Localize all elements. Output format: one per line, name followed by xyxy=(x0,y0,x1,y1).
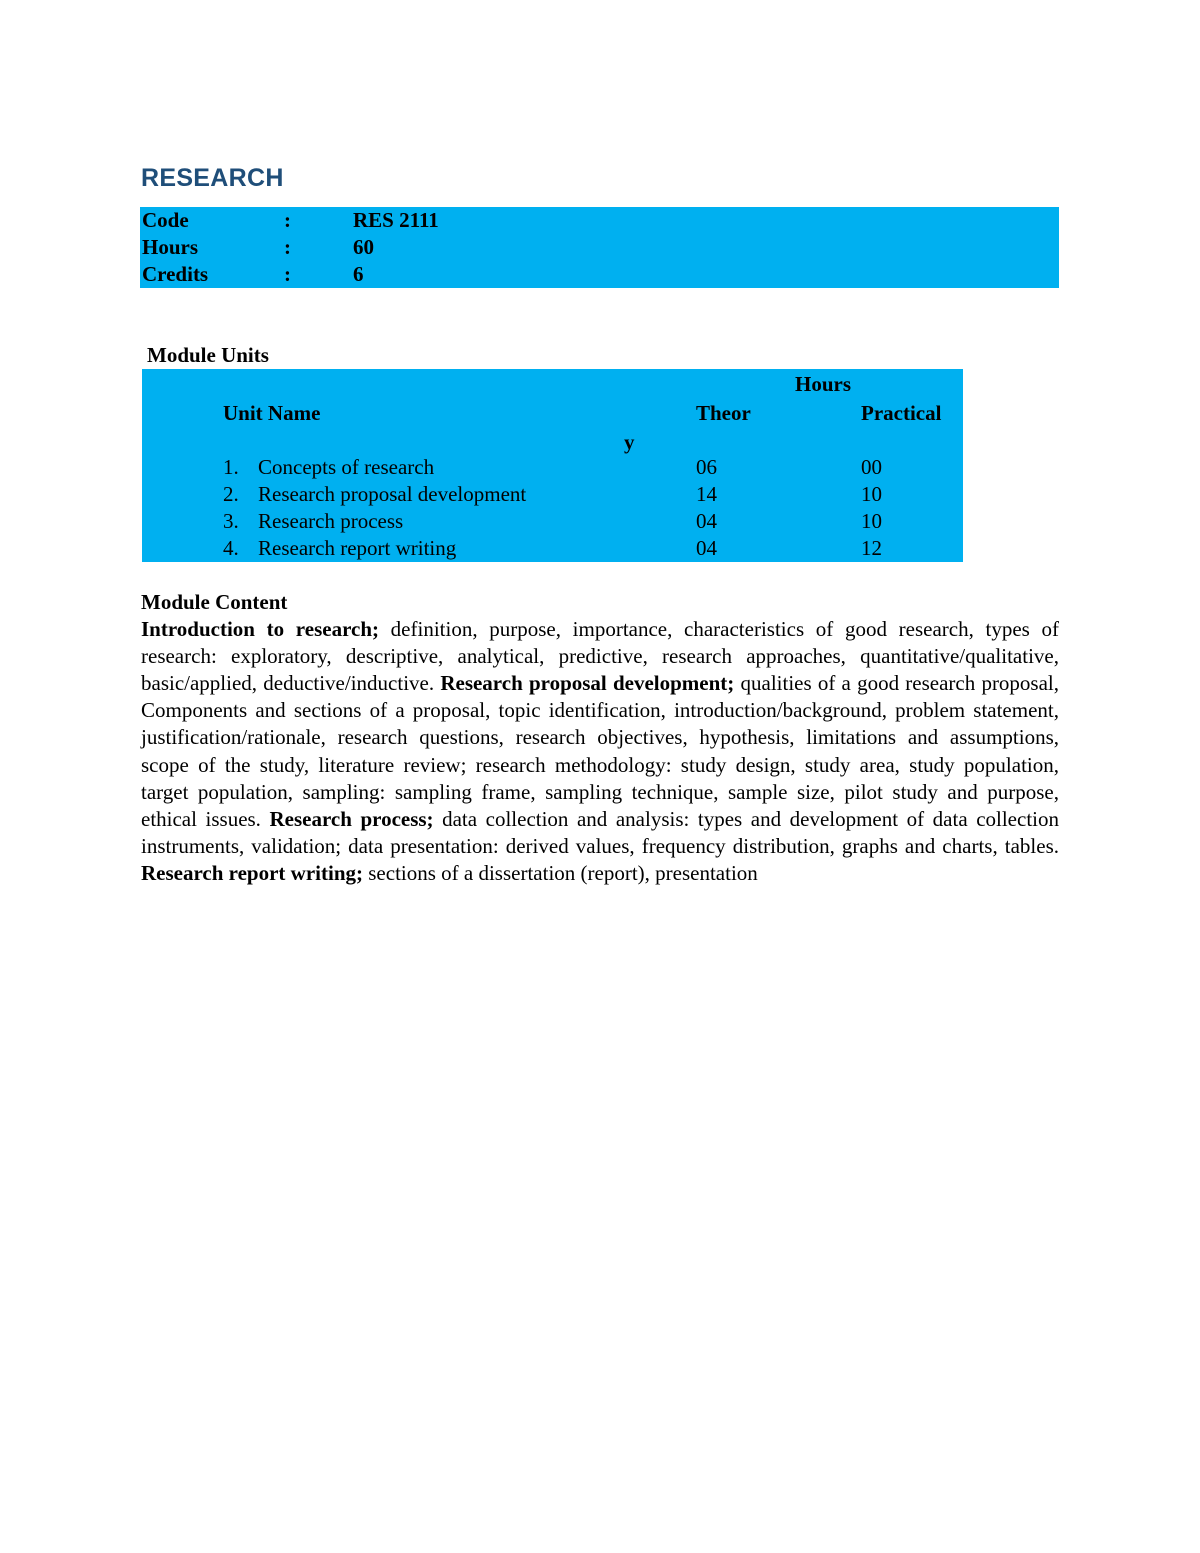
topic-heading: Introduction to research; xyxy=(141,617,379,642)
unit-theory-hours: 04 xyxy=(696,509,717,533)
topic-heading: Research report writing; xyxy=(141,860,363,885)
module-content-paragraph xyxy=(141,616,1059,887)
info-value: RES 2111 xyxy=(353,208,439,232)
unit-practical-hours: 00 xyxy=(861,455,882,479)
hours-header: Hours xyxy=(795,372,852,396)
module-content-heading: Module Content xyxy=(141,590,288,614)
unit-number: 1. xyxy=(223,455,239,479)
theory-header-wrap: y xyxy=(624,430,635,454)
unit-theory-hours: 06 xyxy=(696,455,717,479)
topic-heading: Research proposal development; xyxy=(440,671,735,696)
document-title: RESEARCH xyxy=(141,164,284,192)
unit-name: Concepts of research xyxy=(258,455,435,479)
unit-practical-hours: 10 xyxy=(861,482,882,506)
info-key: Hours xyxy=(142,235,199,259)
unit-theory-hours: 14 xyxy=(696,482,717,506)
info-key: Code xyxy=(142,208,189,232)
unit-name: Research process xyxy=(258,509,404,533)
module-units-table xyxy=(142,369,963,562)
theory-header: Theor xyxy=(696,401,751,425)
unit-name: Research proposal development xyxy=(258,482,527,506)
unit-practical-hours: 10 xyxy=(861,509,882,533)
unit-practical-hours: 12 xyxy=(861,536,882,560)
practical-header: Practical xyxy=(861,401,942,425)
module-units-label: Module Units xyxy=(147,343,269,367)
course-info-box xyxy=(140,207,1059,288)
info-separator: : xyxy=(284,262,291,286)
info-value: 6 xyxy=(353,262,364,286)
topic-description: sections of a dissertation (report), presentation xyxy=(363,860,758,885)
unit-name-header: Unit Name xyxy=(223,401,321,425)
topic-description: qualities of a good research proposal, Components and sections of a proposal, topic identification, introduction/background, problem statement, justification/rationale, research questions, research objectives, hypothesis, limitations and assumptions, scope of the study, literature review; research methodology: study design, study area, study population, target population, sampling: sampling frame, sampling technique, sample size, pilot study and purpose, ethical issues. xyxy=(141,671,1060,831)
info-value: 60 xyxy=(353,235,374,259)
info-key: Credits xyxy=(142,262,209,286)
topic-description: data collection and analysis: types and development of data collection instruments, validation; data presentation: derived values, frequency distribution, graphs and charts, tables. xyxy=(141,806,1059,858)
topic-description: definition, purpose, importance, characteristics of good research, types of research: exploratory, descriptive, analytical, predictive, research approaches, quantitative/qualitative, basic/applied, deductive/inductive. xyxy=(141,617,1059,696)
unit-theory-hours: 04 xyxy=(696,536,717,560)
topic-heading: Research process; xyxy=(269,806,434,831)
unit-number: 2. xyxy=(223,482,239,506)
unit-name: Research report writing xyxy=(258,536,457,560)
unit-number: 3. xyxy=(223,509,239,533)
info-separator: : xyxy=(284,235,291,259)
module-content-section xyxy=(141,589,1059,887)
info-separator: : xyxy=(284,208,291,232)
unit-number: 4. xyxy=(223,536,239,560)
